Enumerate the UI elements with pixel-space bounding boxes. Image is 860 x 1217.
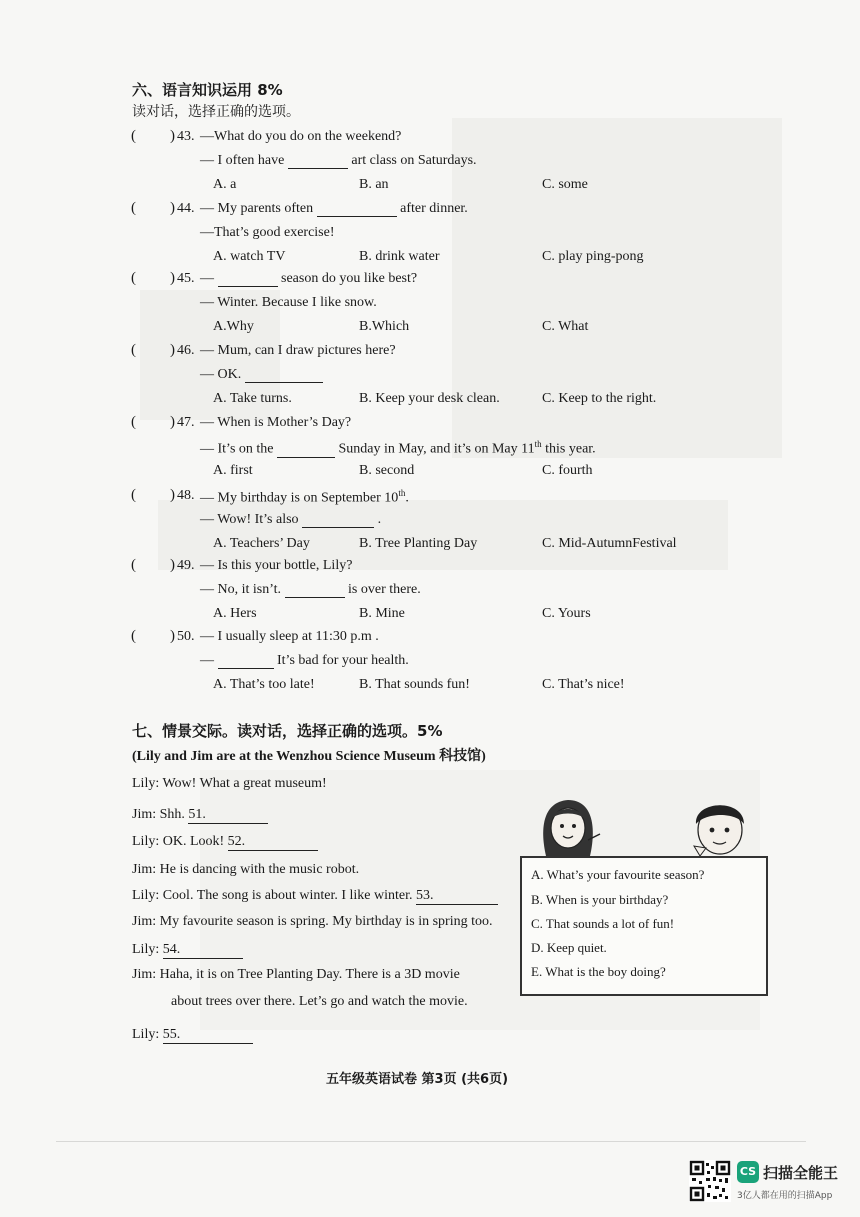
- fill-blank[interactable]: [218, 272, 278, 287]
- prompt-text: — Mum, can I draw pictures here?: [200, 343, 396, 358]
- question-number: 49.: [177, 558, 195, 573]
- fill-blank[interactable]: [218, 654, 274, 669]
- question-line-2: [200, 653, 409, 669]
- question-line-1: [200, 271, 417, 287]
- question-number: 48.: [177, 488, 195, 503]
- answer-bracket-close: ): [170, 414, 175, 430]
- fill-blank[interactable]: [285, 583, 345, 598]
- prompt-text: — My parents often: [200, 201, 314, 216]
- option-a[interactable]: A. Teachers’ Day: [213, 536, 310, 551]
- option-c[interactable]: C. Mid-AutumnFestival: [542, 536, 677, 551]
- answer-input-45[interactable]: [140, 272, 168, 288]
- option-e: E. What is the boy doing?: [531, 964, 666, 979]
- option-b[interactable]: B. Keep your desk clean.: [359, 391, 500, 406]
- option-b[interactable]: B.Which: [359, 319, 410, 334]
- question-line-1: [200, 129, 401, 145]
- option-a[interactable]: A. Take turns.: [213, 391, 292, 406]
- prompt-text: — Wow! It’s also: [200, 512, 299, 527]
- question-number: 45.: [177, 271, 195, 286]
- answer-bracket-open: (: [131, 342, 136, 358]
- answer-blank-55[interactable]: [163, 1027, 253, 1044]
- question-line-1: [200, 201, 468, 217]
- dialogue-speaker: Lily:: [132, 942, 160, 957]
- fill-blank[interactable]: [245, 368, 323, 383]
- scene-description: (Lily and Jim are at the Wenzhou Science Museum 科技馆): [132, 749, 486, 764]
- fill-blank[interactable]: [288, 154, 348, 169]
- prompt-text: —What do you do on the weekend?: [200, 129, 402, 144]
- fill-blank[interactable]: [277, 443, 335, 458]
- answer-bracket-close: ): [170, 200, 175, 216]
- prompt-text: after dinner.: [400, 201, 468, 216]
- question-line-2: [200, 512, 381, 528]
- prompt-text: —: [200, 653, 214, 668]
- prompt-text: — Is this your bottle, Lily?: [200, 558, 353, 573]
- answer-input-44[interactable]: [140, 202, 168, 218]
- option-c[interactable]: C. Yours: [542, 606, 591, 621]
- answer-bracket-close: ): [170, 557, 175, 573]
- option-b[interactable]: B. an: [359, 177, 389, 192]
- prompt-text: .: [405, 490, 409, 506]
- prompt-text: — I usually sleep at 11:30 p.m .: [200, 629, 379, 644]
- ordinal-suffix: th: [534, 439, 542, 449]
- answer-bracket-close: ): [170, 128, 175, 144]
- prompt-text: — It’s on the: [200, 441, 274, 457]
- answer-bracket-open: (: [131, 200, 136, 216]
- answer-blank-52[interactable]: [228, 834, 318, 851]
- prompt-text: — My birthday is on September 10: [200, 490, 399, 506]
- option-c[interactable]: C. Keep to the right.: [542, 391, 657, 406]
- question-line-2: [200, 582, 421, 598]
- option-b[interactable]: B. Tree Planting Day: [359, 536, 478, 551]
- option-b: B. When is your birthday?: [531, 892, 669, 907]
- prompt-text: —: [200, 271, 214, 286]
- prompt-text: — When is Mother’s Day?: [200, 415, 352, 430]
- question-line-2: [200, 153, 477, 169]
- scanner-brand: 扫描全能王: [763, 1164, 839, 1182]
- prompt-text: — Winter. Because I like snow.: [200, 295, 377, 310]
- question-line-1: [200, 558, 352, 574]
- question-line-2: [200, 439, 596, 458]
- ordinal-suffix: th: [398, 488, 406, 498]
- option-a[interactable]: A. That’s too late!: [213, 677, 315, 692]
- blank-number: 52.: [227, 834, 246, 849]
- answer-blank-51[interactable]: [188, 807, 268, 824]
- prompt-text: —That’s good exercise!: [200, 225, 335, 240]
- option-b[interactable]: B. second: [359, 463, 415, 478]
- option-a: A. What’s your favourite season?: [531, 867, 705, 882]
- prompt-text: — No, it isn’t.: [200, 582, 282, 597]
- option-d: D. Keep quiet.: [531, 940, 607, 955]
- question-line-2: [200, 225, 335, 241]
- dialogue-line-5: [132, 888, 498, 905]
- prompt-text: — I often have: [200, 153, 285, 168]
- section7-heading: 七、情景交际。读对话，选择正确的选项。5%: [132, 722, 443, 740]
- question-number: 43.: [177, 129, 195, 144]
- fill-blank[interactable]: [317, 202, 397, 217]
- question-number: 46.: [177, 343, 195, 358]
- dialogue-line-8: Jim: Haha, it is on Tree Planting Day. There is a 3D movie: [132, 967, 460, 982]
- qr-code-icon: [689, 1160, 731, 1202]
- question-line-1: [200, 343, 396, 359]
- answer-input-47[interactable]: [140, 416, 168, 432]
- answer-bracket-close: ): [170, 628, 175, 644]
- answer-input-46[interactable]: [140, 344, 168, 360]
- bleed-through-box: [452, 118, 782, 458]
- option-b[interactable]: B. Mine: [359, 606, 405, 621]
- dialogue-text: Jim: Shh.: [132, 807, 185, 822]
- option-c[interactable]: C. play ping-pong: [542, 249, 644, 264]
- question-line-1: [200, 415, 351, 431]
- dialogue-line-10: [132, 1027, 253, 1044]
- girl-illustration: [543, 800, 600, 856]
- fill-blank[interactable]: [302, 513, 374, 528]
- answer-bracket-open: (: [131, 557, 136, 573]
- answer-bracket-close: ): [170, 342, 175, 358]
- option-c[interactable]: C. What: [542, 319, 589, 334]
- question-line-2: [200, 367, 323, 383]
- scanner-tagline: 3亿人都在用的扫描App: [737, 1191, 833, 1201]
- section6-instruction: 读对话，选择正确的选项。: [132, 104, 300, 120]
- dialogue-line-6: Jim: My favourite season is spring. My birthday is in spring too.: [132, 914, 493, 929]
- prompt-text: is over there.: [348, 582, 421, 597]
- dialogue-line-7: [132, 942, 243, 959]
- prompt-text: Sunday in May, and it’s on May 11: [338, 441, 535, 457]
- prompt-text: .: [377, 512, 382, 527]
- option-c[interactable]: C. some: [542, 177, 588, 192]
- answer-bracket-open: (: [131, 487, 136, 503]
- dialogue-line-4: Jim: He is dancing with the music robot.: [132, 862, 360, 877]
- camscanner-logo-icon: CS: [737, 1161, 759, 1183]
- dialogue-speaker: Lily:: [132, 1027, 160, 1042]
- option-b[interactable]: B. drink water: [359, 249, 440, 264]
- question-number: 50.: [177, 629, 195, 644]
- question-line-1: [200, 629, 379, 645]
- question-line-1: [200, 488, 409, 507]
- option-c[interactable]: C. fourth: [542, 463, 593, 478]
- dialogue-line-9: about trees over there. Let’s go and watch the movie.: [171, 994, 468, 1009]
- option-c[interactable]: C. That’s nice!: [542, 677, 625, 692]
- question-line-2: [200, 295, 377, 311]
- option-a[interactable]: A.Why: [213, 319, 254, 334]
- answer-input-50[interactable]: [140, 630, 168, 646]
- dialogue-text: Lily: OK. Look!: [132, 834, 225, 849]
- answer-bracket-open: (: [131, 270, 136, 286]
- dialogue-line-2: [132, 807, 268, 824]
- question-number: 47.: [177, 415, 195, 430]
- option-a[interactable]: A. first: [213, 463, 253, 478]
- blank-number: 54.: [162, 942, 181, 957]
- dialogue-line-1: Lily: Wow! What a great museum!: [132, 776, 327, 791]
- option-c: C. That sounds a lot of fun!: [531, 916, 675, 931]
- answer-blank-54[interactable]: [163, 942, 243, 959]
- prompt-text: this year.: [541, 441, 596, 457]
- answer-bracket-close: ): [170, 270, 175, 286]
- blank-number: 51.: [188, 807, 206, 822]
- page-footer: 五年级英语试卷 第3页 (共6页): [326, 1072, 509, 1087]
- dialogue-line-3: [132, 834, 318, 851]
- answer-input-49[interactable]: [140, 559, 168, 575]
- prompt-text: season do you like best?: [281, 271, 418, 286]
- question-number: 44.: [177, 201, 195, 216]
- boy-illustration: [694, 805, 744, 856]
- answer-bracket-open: (: [131, 128, 136, 144]
- option-a[interactable]: A. a: [213, 177, 237, 192]
- option-a[interactable]: A. watch TV: [213, 249, 286, 264]
- prompt-text: — OK.: [200, 367, 242, 382]
- answer-bracket-close: ): [170, 487, 175, 503]
- option-b[interactable]: B. That sounds fun!: [359, 677, 470, 692]
- prompt-text: It’s bad for your health.: [277, 653, 409, 668]
- dialogue-text: Lily: Cool. The song is about winter. I like winter.: [132, 888, 413, 903]
- choice-options-box: [520, 856, 768, 996]
- prompt-text: art class on Saturdays.: [351, 153, 477, 168]
- section6-heading: 六、语言知识运用 8%: [132, 81, 283, 99]
- blank-number: 53.: [416, 888, 434, 903]
- blank-number: 55.: [162, 1027, 181, 1042]
- answer-bracket-open: (: [131, 628, 136, 644]
- answer-input-48[interactable]: [140, 489, 168, 505]
- option-a[interactable]: A. Hers: [213, 606, 257, 621]
- answer-input-43[interactable]: [140, 130, 168, 146]
- children-illustration: [530, 790, 760, 860]
- answer-blank-53[interactable]: [416, 888, 498, 905]
- answer-bracket-open: (: [131, 414, 136, 430]
- page-bottom-divider: [56, 1141, 806, 1142]
